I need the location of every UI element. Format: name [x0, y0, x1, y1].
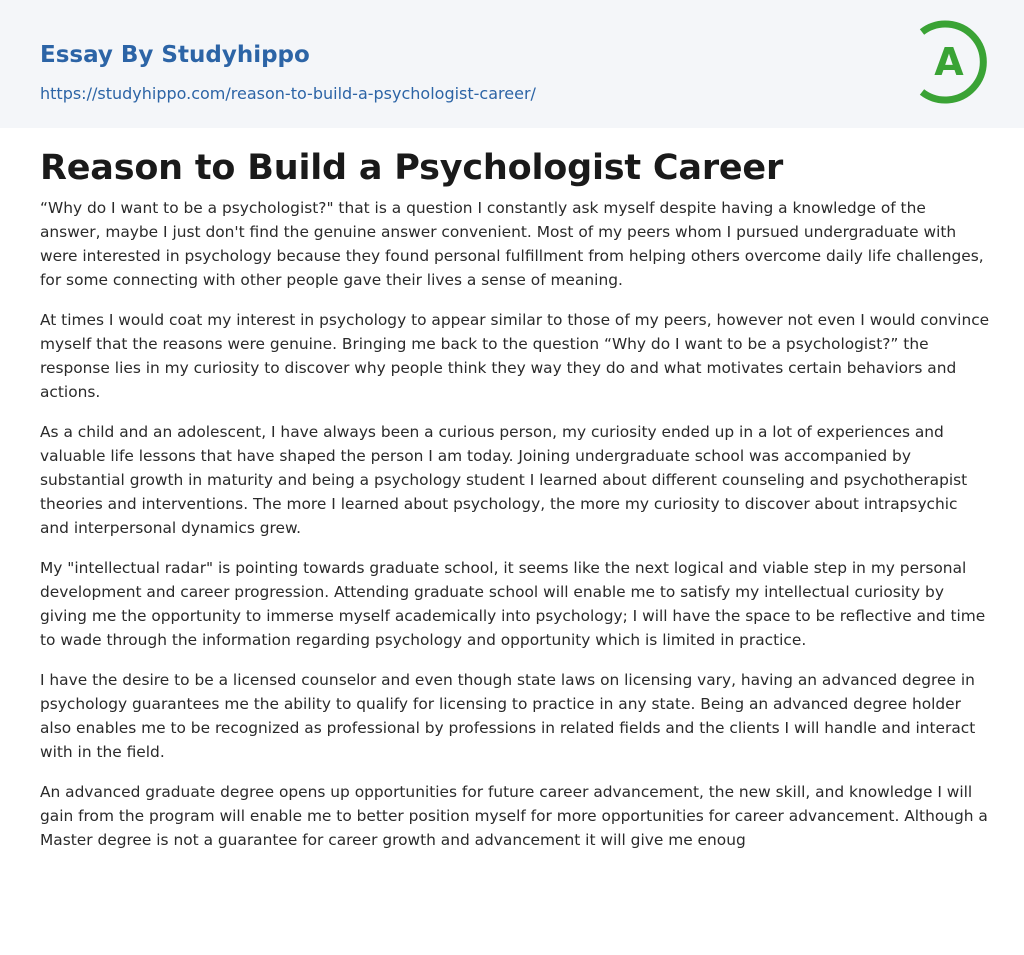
paragraph-6: An advanced graduate degree opens up opportunities for future career advancement, the new skill, and knowledge I will gain from the program will enable me to better position myself for more opportunities for career advancement. Although a Master degree is not a guarantee for career growth and advancement it will give me enoug: [40, 783, 988, 849]
article: [40, 146, 990, 868]
logo-letter: A: [934, 40, 964, 84]
studyhippo-logo[interactable]: [906, 18, 990, 106]
page-header: [0, 0, 1024, 128]
paragraph-4: My "intellectual radar" is pointing towards graduate school, it seems like the next logical and viable step in my personal development and career progression. Attending graduate school will enable me to satisfy my intellectual curiosity by giving me the opportunity to immerse myself academically into psychology; I will have the space to be reflective and time to wade through the information regarding psychology and opportunity which is limited in practice.: [40, 559, 986, 649]
paragraph-1: “Why do I want to be a psychologist?" that is a question I constantly ask myself despite having a knowledge of the answer, maybe I just don't find the genuine answer convenient. Most of my peers whom I pursued undergraduate with were interested in psychology because they found personal fulfillment from helping others overcome daily life challenges, for some connecting with other people gave their lives a sense of meaning.: [40, 199, 984, 289]
brand-title: Essay By Studyhippo: [40, 42, 310, 68]
page-title: Reason to Build a Psychologist Career: [40, 148, 784, 188]
paragraph-3: As a child and an adolescent, I have always been a curious person, my curiosity ended up in a lot of experiences and valuable life lessons that have shaped the person I am today. Joining undergraduate school was accompanied by substantial growth in maturity and being a psychology student I learned about different counseling and psychotherapist theories and interventions. The more I learned about psychology, the more my curiosity to discover about intrapsychic and interpersonal dynamics grew.: [40, 423, 968, 537]
paragraph-2: At times I would coat my interest in psychology to appear similar to those of my peers, however not even I would convince myself that the reasons were genuine. Bringing me back to the question “Why do I want to be a psychologist?” the response lies in my curiosity to discover why people think they way they do and what motivates certain behaviors and actions.: [40, 311, 990, 401]
paragraph-5: I have the desire to be a licensed counselor and even though state laws on licensing vary, having an advanced degree in psychology guarantees me the ability to qualify for licensing to practice in any state. Being an advanced degree holder also enables me to be recognized as professional by professions in related fields and the clients I will handle and interact with in the field.: [40, 671, 976, 761]
source-url-link[interactable]: https://studyhippo.com/reason-to-build-a-psychologist-career/: [40, 84, 536, 103]
